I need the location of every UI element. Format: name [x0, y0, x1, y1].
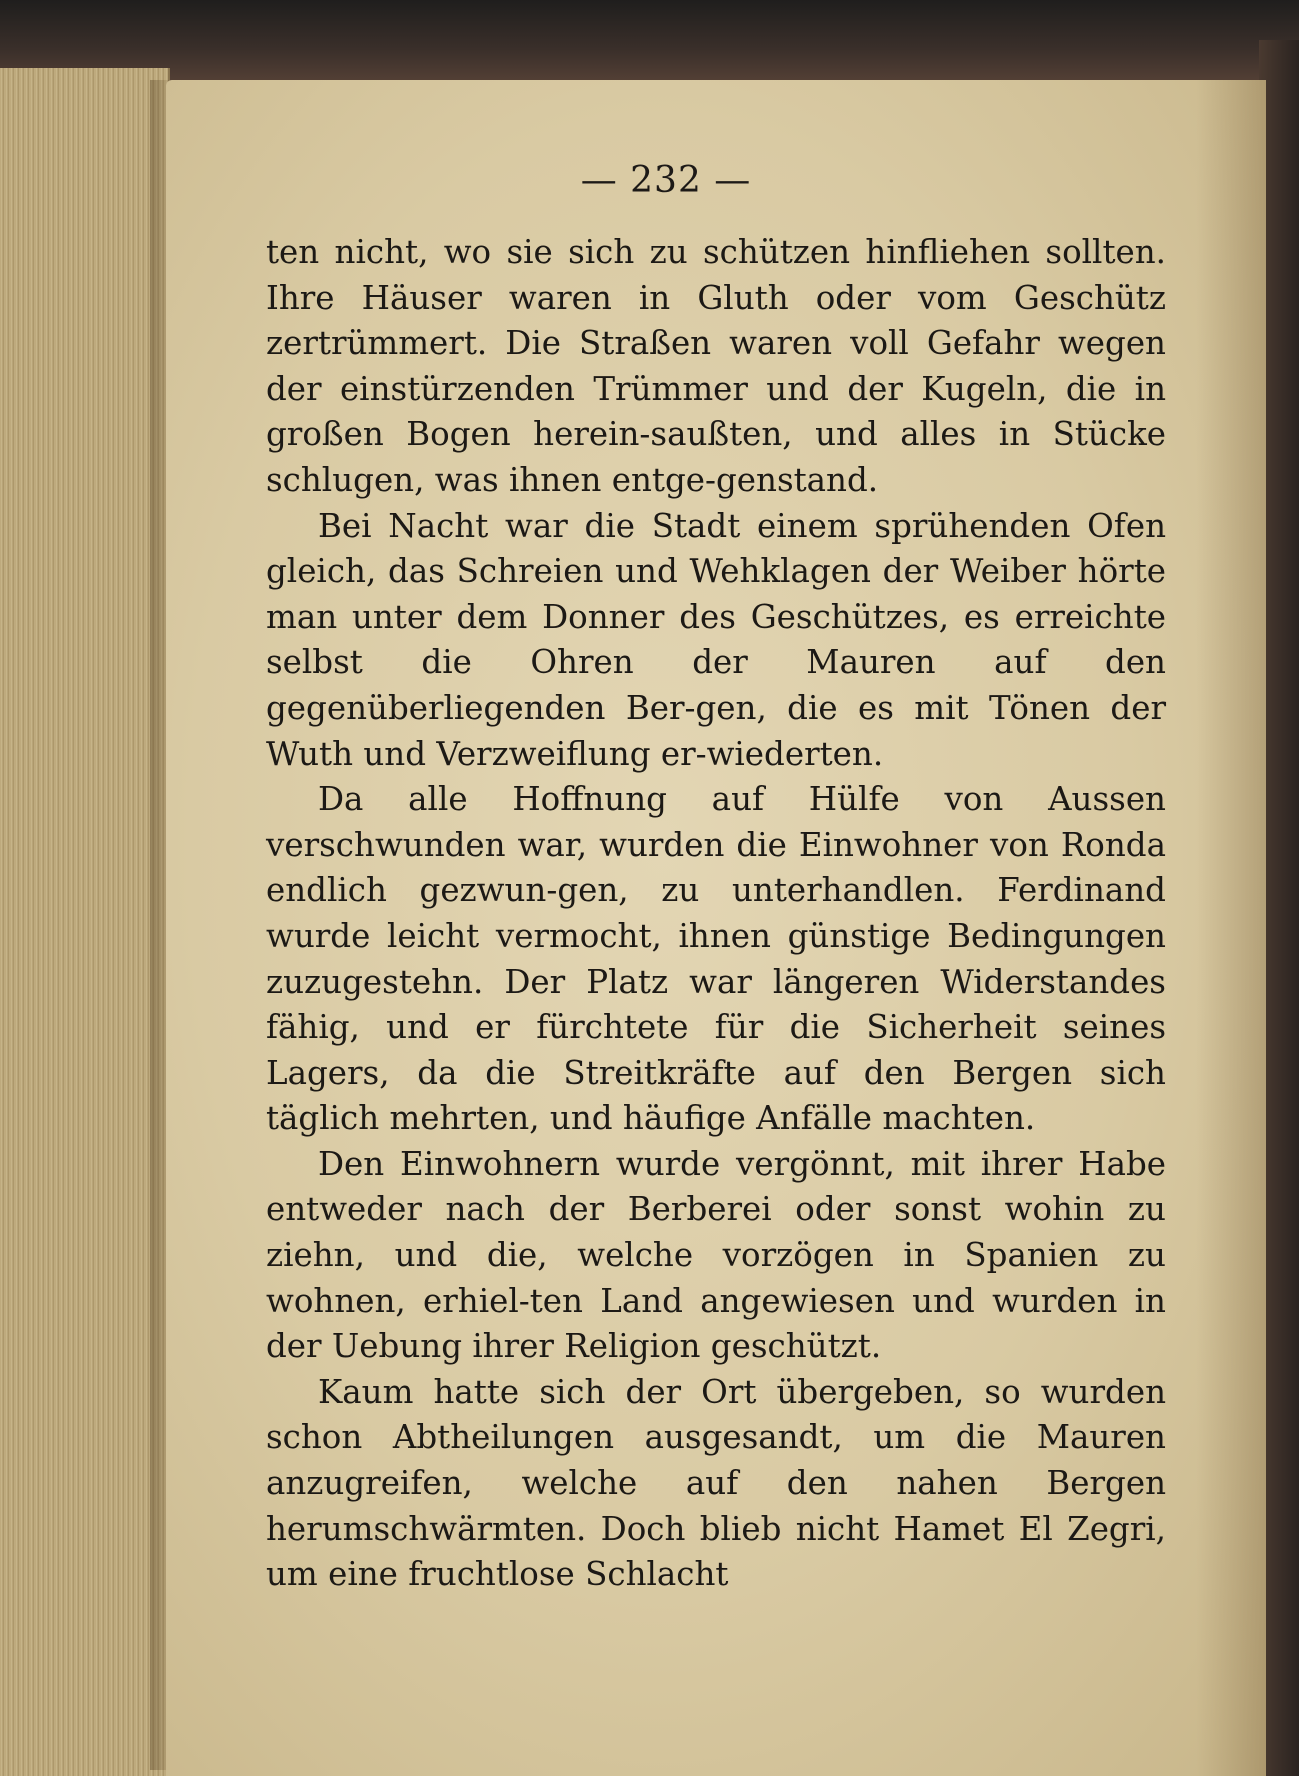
- page-stack-edge: [0, 68, 170, 1776]
- paragraph: Den Einwohnern wurde vergönnt, mit ihrer Habe entweder nach der Berberei oder sonst wohin zu ziehn, und die, welche vorzögen in Spanien zu wohnen, erhiel-ten Land angewiesen und wurden in der Uebung ihrer Religion geschützt.: [266, 1144, 1166, 1366]
- page-gutter: [1196, 80, 1266, 1776]
- page-number: — 232 —: [580, 160, 752, 201]
- page-text: [266, 230, 1166, 1598]
- paragraph: Bei Nacht war die Stadt einem sprühenden Ofen gleich, das Schreien und Wehklagen der Weiber hörte man unter dem Donner des Geschützes, es erreichte selbst die Ohren der Mauren auf den gegenüberliegenden Ber-gen, die es mit Tönen der Wuth und Verzweiflung er-wiederten.: [266, 506, 1166, 773]
- paragraph: Kaum hatte sich der Ort übergeben, so wurden schon Abtheilungen ausgesandt, um die Mauren anzugreifen, welche auf den nahen Bergen herumschwärmten. Doch blieb nicht Hamet El Zegri, um eine fruchtlose Schlacht: [266, 1372, 1166, 1594]
- paragraph: Da alle Hoffnung auf Hülfe von Aussen verschwunden war, wurden die Einwohner von Ronda endlich gezwun-gen, zu unterhandlen. Ferdinand wurde leicht vermocht, ihnen günstige Bedingungen zuzugestehn. Der Platz war längeren Widerstandes fähig, und er fürchtete für die Sicherheit seines Lagers, da die Streitkräfte auf den Bergen sich täglich mehrten, und häufige Anfälle machten.: [266, 780, 1166, 1138]
- book-cover-top: [0, 0, 1299, 90]
- book-page: [166, 80, 1266, 1776]
- paragraph: ten nicht, wo sie sich zu schützen hinfliehen sollten. Ihre Häuser waren in Gluth oder vom Geschütz zertrümmert. Die Straßen waren voll Gefahr wegen der einstürzenden Trümmer und der Kugeln, die in großen Bogen herein-saußten, und alles in Stücke schlugen, was ihnen entge-genstand.: [266, 233, 1166, 499]
